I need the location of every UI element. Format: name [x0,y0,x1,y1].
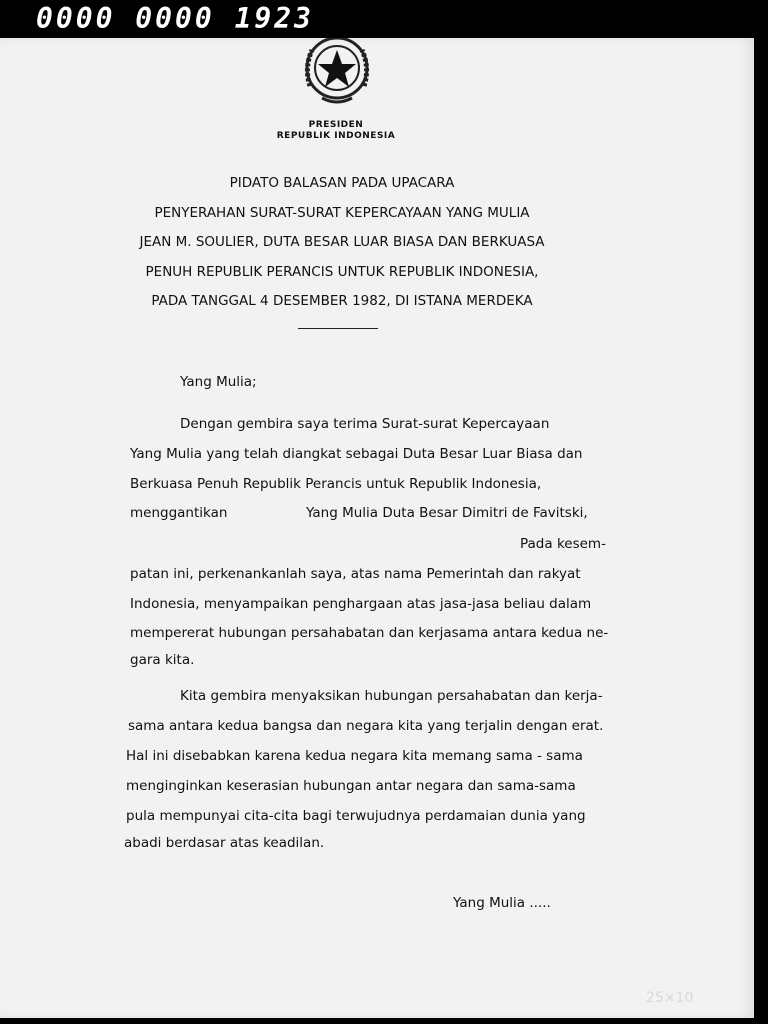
letterhead-line1: PRESIDEN [308,120,364,130]
title-line: PIDATO BALASAN PADA UPACARA [229,175,455,191]
paragraph-1-line: Berkuasa Penuh Republik Perancis untuk Republik Indonesia, [130,476,542,492]
footer-frame-mark: 25×10 [646,990,694,1006]
paragraph-2-line: pula mempunyai cita-cita bagi terwujudnya perdamaian dunia yang [126,808,586,824]
title-line: JEAN M. SOULIER, DUTA BESAR LUAR BIASA DAN BERKUASA [139,234,545,250]
paragraph-1-line: Indonesia, menyampaikan penghargaan atas jasa-jasa beliau dalam [130,596,592,612]
paragraph-1-line: Dengan gembira saya terima Surat-surat Kepercayaan [180,416,550,432]
paragraph-2-line: sama antara kedua bangsa dan negara kita yang terjalin dengan erat. [128,718,604,734]
continuation-catchword: Yang Mulia ..... [453,895,551,911]
paragraph-2-line: menginginkan keserasian hubungan antar negara dan sama-sama [126,778,576,794]
paragraph-1-line: mempererat hubungan persahabatan dan kerjasama antara kedua ne- [130,625,609,641]
paragraph-1-line: patan ini, perkenankanlah saya, atas nama Pemerintah dan rakyat [130,566,581,582]
paragraph-1-line: gara kita. [130,652,195,668]
title-line: PADA TANGGAL 4 DESEMBER 1982, DI ISTANA MERDEKA [151,293,533,309]
paragraph-2-line: Hal ini disebabkan karena kedua negara kita memang sama - sama [126,748,583,764]
paragraph-1-line: menggantikan [130,505,228,521]
paragraph-2-line: abadi berdasar atas keadilan. [124,835,325,851]
film-frame-code: 0000 0000 1923 [36,2,315,35]
presidential-emblem-icon [294,38,380,108]
letterhead-line2: REPUBLIK INDONESIA [276,131,396,141]
title-line: PENUH REPUBLIK PERANCIS UNTUK REPUBLIK INDONESIA, [145,263,539,280]
title-line: PENYERAHAN SURAT-SURAT KEPERCAYAAN YANG MULIA [154,204,530,221]
paragraph-2-line: Kita gembira menyaksikan hubungan persahabatan dan kerja- [180,688,603,704]
paragraph-1-line: Pada kesem- [520,536,606,552]
speech-title [112,169,572,317]
paragraph-1-line: Yang Mulia Duta Besar Dimitri de Favitski, [306,505,588,521]
salutation: Yang Mulia; [180,374,257,390]
title-divider [298,328,378,329]
paragraph-1-line: Yang Mulia yang telah diangkat sebagai Duta Besar Luar Biasa dan [130,446,583,462]
document-page [0,38,754,1018]
